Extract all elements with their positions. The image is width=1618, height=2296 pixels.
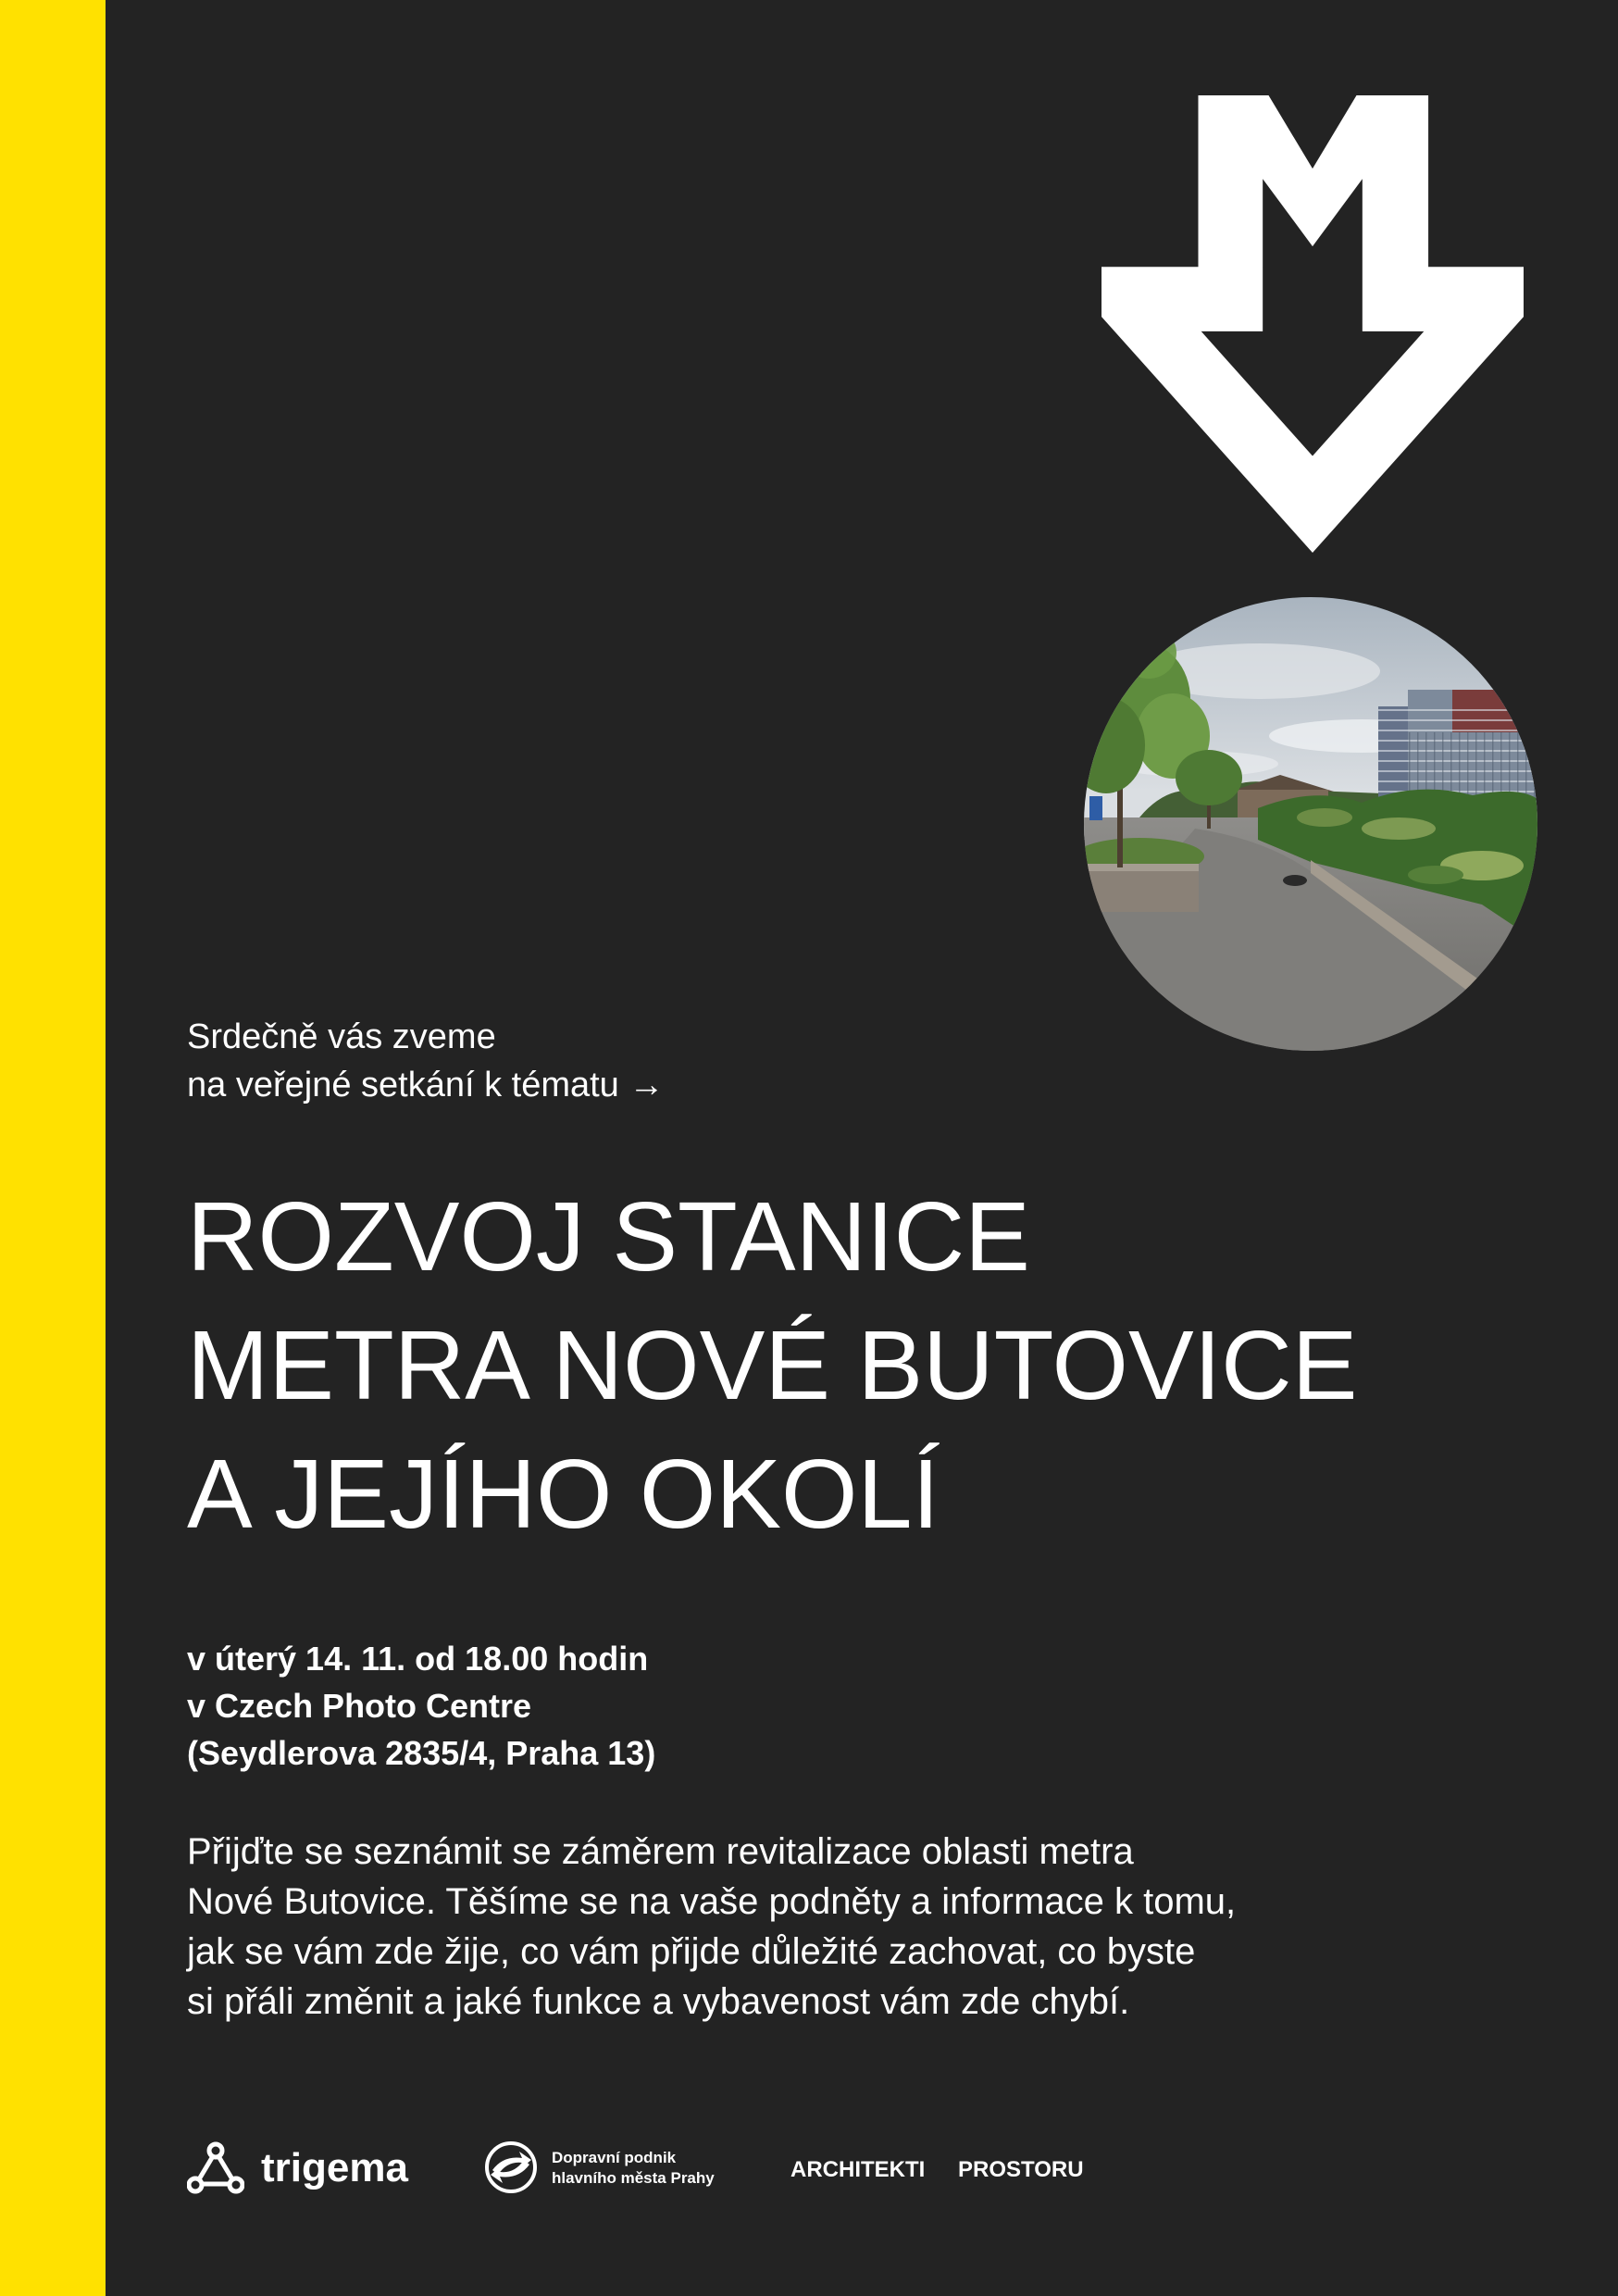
dpp-logo-text bbox=[552, 2148, 715, 2189]
description-line: Nové Butovice. Těšíme se na vaše podněty a informace k tomu, bbox=[187, 1881, 1237, 1922]
event-address: (Seydlerova 2835/4, Praha 13) bbox=[187, 1734, 656, 1772]
description-paragraph bbox=[187, 1827, 1236, 2027]
event-date: v úterý 14. 11. od 18.00 hodin bbox=[187, 1640, 649, 1678]
dpp-name-line: hlavního města Prahy bbox=[552, 2169, 715, 2187]
title-line: METRA NOVÉ BUTOVICE bbox=[187, 1311, 1358, 1420]
title-line: ROZVOJ STANICE bbox=[187, 1182, 1030, 1292]
description-line: jak se vám zde žije, co vám přijde důležité zachovat, co byste bbox=[187, 1931, 1196, 1972]
title-line: A JEJÍHO OKOLÍ bbox=[187, 1440, 940, 1549]
station-surroundings-photo bbox=[1084, 597, 1537, 1051]
dpp-name-line: Dopravní podnik bbox=[552, 2149, 677, 2166]
dpp-logo-icon bbox=[483, 2140, 539, 2195]
invitation-text bbox=[187, 1013, 664, 1109]
description-line: si přáli změnit a jaké funkce a vybavenost vám zde chybí. bbox=[187, 1981, 1130, 2022]
description-line: Přijďte se seznámit se záměrem revitalizace oblasti metra bbox=[187, 1831, 1134, 1872]
poster-title bbox=[187, 1173, 1357, 1559]
prague-metro-logo-icon bbox=[1101, 95, 1524, 553]
invitation-line: na veřejné setkání k tématu → bbox=[187, 1066, 665, 1104]
invitation-line: Srdečně vás zveme bbox=[187, 1017, 496, 1056]
event-venue: v Czech Photo Centre bbox=[187, 1687, 532, 1725]
architekti-prostoru-logo-word: PROSTORU bbox=[958, 2157, 1084, 2182]
trigema-logo-text: trigema bbox=[261, 2145, 408, 2190]
yellow-accent-bar bbox=[0, 0, 106, 2296]
architekti-prostoru-logo-word: ARCHITEKTI bbox=[790, 2157, 926, 2182]
trigema-logo-icon bbox=[187, 2141, 244, 2194]
event-details bbox=[187, 1635, 655, 1777]
